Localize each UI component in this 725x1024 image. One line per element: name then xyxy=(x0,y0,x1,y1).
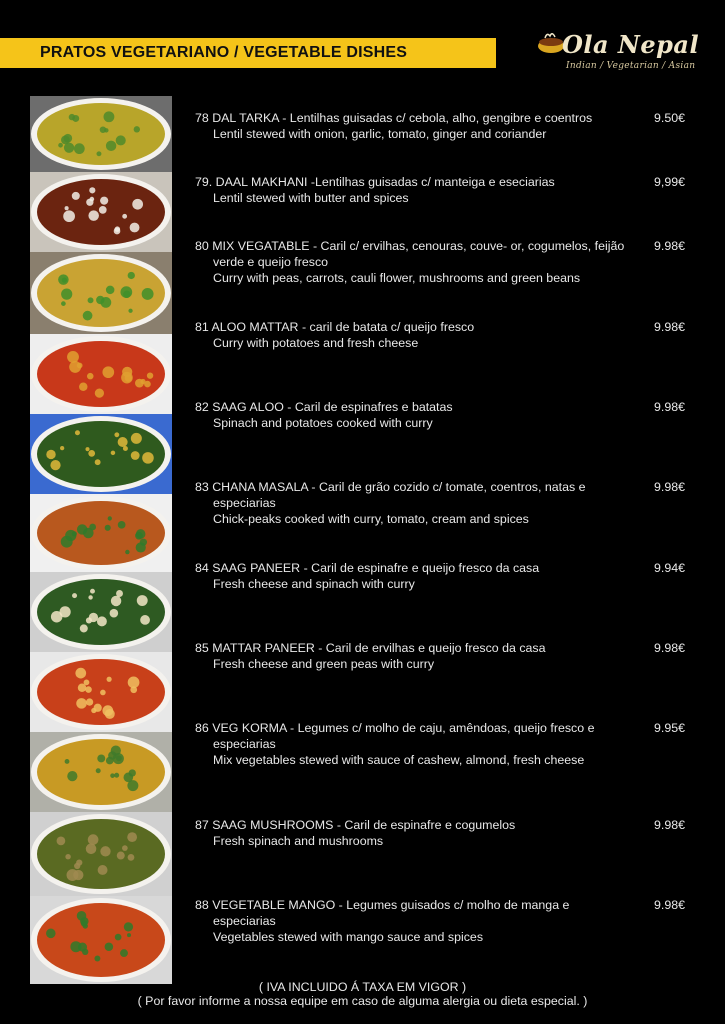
item-price: 9.98€ xyxy=(654,898,686,912)
item-desc-en: Chick-peaks cooked with curry, tomato, cream and spices xyxy=(213,512,529,526)
item-desc-en: Spinach and potatoes cooked with curry xyxy=(213,416,433,430)
item-desc-en: Fresh cheese and green peas with curry xyxy=(213,657,435,671)
item-title-pt: 87 SAAG MUSHROOMS - Caril de espinafre e cogumelos xyxy=(195,818,516,832)
item-title-pt: 82 SAAG ALOO - Caril de espinafres e batatas xyxy=(195,400,453,414)
saag-mushrooms-photo xyxy=(30,812,172,896)
item-desc-en: Mix vegetables stewed with sauce of cashew, almond, fresh cheese xyxy=(213,753,585,767)
item-title-pt: 78 DAL TARKA - Lentilhas guisadas c/ cebola, alho, gengibre e coentros xyxy=(195,111,593,125)
item-desc-en: Fresh spinach and mushrooms xyxy=(213,834,384,848)
item-price: 9.98€ xyxy=(654,400,686,414)
veg-korma-photo xyxy=(30,732,172,812)
logo-name: Ola Nepal xyxy=(562,30,700,59)
menu-item xyxy=(195,560,695,592)
aloo-mattar-photo xyxy=(30,334,172,414)
item-title-pt: 86 VEG KORMA - Legumes c/ molho de caju, amêndoas, queijo fresco e especiarias xyxy=(195,721,595,751)
daal-makhani-photo xyxy=(30,172,172,252)
menu-item xyxy=(195,399,695,431)
page-title: PRATOS VEGETARIANO / VEGETABLE DISHES xyxy=(40,44,408,61)
logo-tagline: Indian / Vegetarian / Asian xyxy=(566,61,696,71)
menu-item xyxy=(195,817,695,849)
chana-masala-photo xyxy=(30,494,172,572)
item-title-pt: 80 MIX VEGATABLE - Caril c/ ervilhas, cenouras, couve- or, cogumelos, feijão verde e queijo fresco xyxy=(195,239,625,269)
item-desc-en: Fresh cheese and spinach with curry xyxy=(213,577,415,591)
tax-note: ( IVA INCLUIDO Á TAXA EM VIGOR ) xyxy=(258,980,467,994)
dal-tarka-photo xyxy=(30,96,172,172)
item-desc-en: Lentil stewed with butter and spices xyxy=(213,191,409,205)
menu-item xyxy=(195,640,695,672)
mix-vegetable-photo xyxy=(30,252,172,334)
item-price: 9.94€ xyxy=(654,561,686,575)
item-title-pt: 83 CHANA MASALA - Caril de grão cozido c/ tomate, coentros, natas e especiarias xyxy=(195,480,586,510)
item-title-pt: 81 ALOO MATTAR - caril de batata c/ queijo fresco xyxy=(195,320,475,334)
item-title-pt: 88 VEGETABLE MANGO - Legumes guisados c/ molho de manga e especiarias xyxy=(195,898,570,928)
menu-item xyxy=(195,174,695,206)
item-title-pt: 79. DAAL MAKHANI -Lentilhas guisadas c/ manteiga e eseciarias xyxy=(195,175,555,189)
vegetable-mango-photo xyxy=(30,896,172,984)
item-price: 9.98€ xyxy=(654,818,686,832)
item-price: 9.98€ xyxy=(654,239,686,253)
allergy-note: ( Por favor informe a nossa equipe em caso de alguma alergia ou dieta especial. ) xyxy=(137,994,588,1008)
saag-aloo-photo xyxy=(30,414,172,494)
menu-item xyxy=(195,720,695,768)
menu-item xyxy=(195,238,695,286)
restaurant-logo xyxy=(536,28,700,76)
saag-paneer-photo xyxy=(30,572,172,652)
item-title-pt: 85 MATTAR PANEER - Caril de ervilhas e queijo fresco da casa xyxy=(195,641,546,655)
menu-item xyxy=(195,319,695,351)
item-price: 9.98€ xyxy=(654,641,686,655)
item-desc-en: Curry with peas, carrots, cauli flower, mushrooms and green beans xyxy=(213,271,581,285)
item-title-pt: 84 SAAG PANEER - Caril de espinafre e queijo fresco da casa xyxy=(195,561,540,575)
item-desc-en: Vegetables stewed with mango sauce and spices xyxy=(213,930,484,944)
item-desc-en: Curry with potatoes and fresh cheese xyxy=(213,336,419,350)
mattar-paneer-photo xyxy=(30,652,172,732)
item-desc-en: Lentil stewed with onion, garlic, tomato, ginger and coriander xyxy=(213,127,547,141)
item-price: 9.98€ xyxy=(654,480,686,494)
menu-item xyxy=(195,479,695,527)
item-price: 9.95€ xyxy=(654,721,686,735)
item-price: 9,99€ xyxy=(654,175,686,189)
menu-item xyxy=(195,110,695,142)
menu-item xyxy=(195,897,695,945)
item-price: 9.50€ xyxy=(654,111,686,125)
item-price: 9.98€ xyxy=(654,320,686,334)
header-banner xyxy=(0,38,496,68)
